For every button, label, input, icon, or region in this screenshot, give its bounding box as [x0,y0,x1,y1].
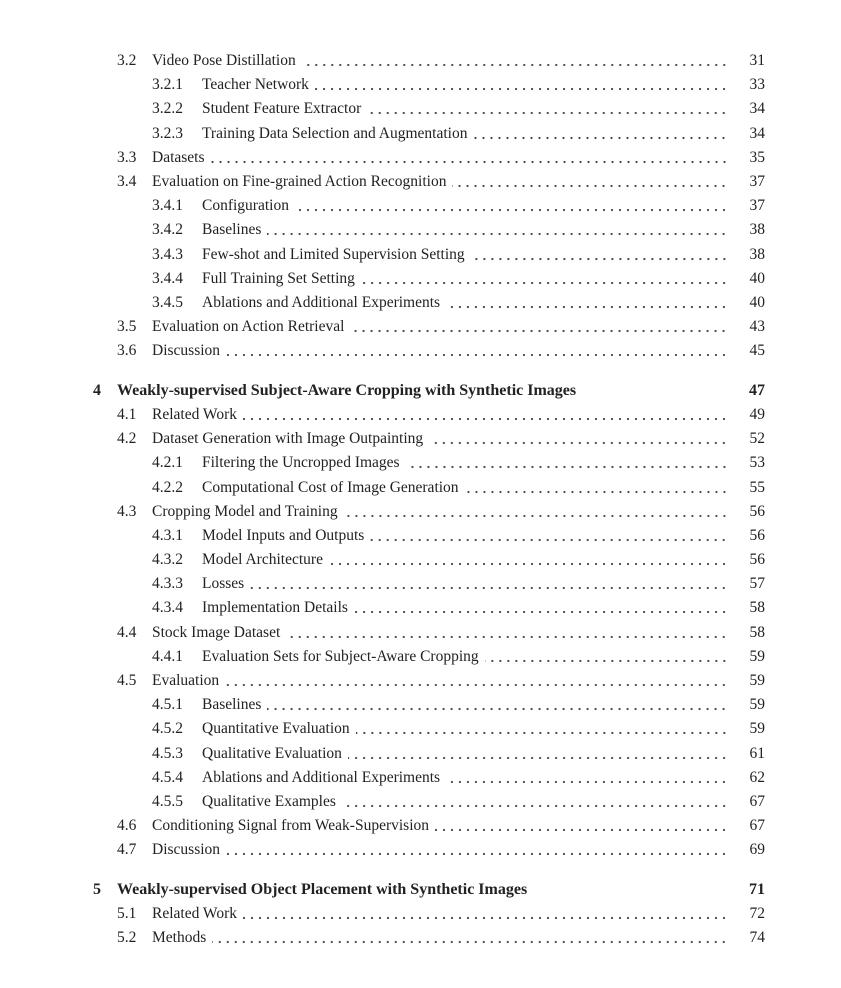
dot-leader [286,623,728,643]
dot-leader [342,792,728,812]
dot-leader [315,75,728,95]
section-title: Ablations and Additional Experiments [202,769,441,786]
toc-entry[interactable] [0,51,765,71]
section-title: Model Architecture [202,551,323,568]
page-number: 56 [749,503,765,520]
section-title: Ablations and Additional Experiments [202,294,441,311]
page-number: 45 [749,342,765,359]
section-title: Evaluation on Action Retrieval [152,318,345,335]
section-title: Video Pose Distillation [152,52,296,69]
section-title: Stock Image Dataset [152,624,281,641]
section-title: Discussion [152,342,221,359]
dot-leader [465,478,728,498]
toc-entry[interactable] [0,671,765,691]
section-title: Few-shot and Limited Supervision Setting [202,246,465,263]
dot-leader [243,405,728,425]
page-number: 57 [749,575,765,592]
dot-leader [212,928,728,948]
dot-leader [446,768,728,788]
section-title: Filtering the Uncropped Images [202,454,400,471]
toc-entry[interactable] [0,550,765,570]
toc-entry[interactable] [0,816,765,836]
toc-chapter-entry[interactable] [0,381,765,401]
dot-leader [485,647,728,667]
toc-entry[interactable] [0,623,765,643]
section-number: 4 [93,382,101,399]
section-number: 4.5.4 [152,769,183,786]
section-number: 3.2.1 [152,76,183,93]
dot-leader [250,574,728,594]
toc-entry[interactable] [0,220,765,240]
section-number: 3.6 [117,342,137,359]
section-title: Baselines [202,221,262,238]
dot-leader [473,124,728,144]
page-number: 38 [749,246,765,263]
dot-leader [361,269,728,289]
page-number: 40 [749,270,765,287]
page-number: 59 [749,648,765,665]
toc-entry[interactable] [0,99,765,119]
page-number: 59 [749,696,765,713]
dot-leader [429,429,728,449]
section-number: 3.2.3 [152,125,183,142]
section-title: Training Data Selection and Augmentation [202,125,468,142]
page-number: 38 [749,221,765,238]
section-title: Teacher Network [202,76,309,93]
page-number: 59 [749,720,765,737]
dot-leader [350,317,728,337]
page-number: 34 [749,125,765,142]
toc-entry[interactable] [0,453,765,473]
page-number: 74 [749,929,765,946]
dot-leader [471,245,728,265]
dot-leader [295,196,728,216]
dot-leader [446,293,728,313]
dot-leader [354,598,728,618]
section-number: 4.3.2 [152,551,183,568]
section-title: Discussion [152,841,221,858]
section-number: 3.4.3 [152,246,183,263]
dot-leader [267,695,728,715]
section-title: Cropping Model and Training [152,503,338,520]
toc-entry[interactable] [0,526,765,546]
toc-entry[interactable] [0,317,765,337]
section-title: Qualitative Examples [202,793,336,810]
section-number: 3.2 [117,52,137,69]
toc-entry[interactable] [0,502,765,522]
section-number: 3.3 [117,149,137,166]
section-title: Model Inputs and Outputs [202,527,365,544]
section-number: 5 [93,881,101,898]
section-title: Weakly-supervised Object Placement with Synthetic Images [117,881,528,898]
section-number: 4.4 [117,624,137,641]
dot-leader [406,453,728,473]
page-number: 59 [749,672,765,689]
toc-entry[interactable] [0,792,765,812]
page-number: 40 [749,294,765,311]
section-title: Evaluation [152,672,220,689]
page-number: 71 [749,881,765,898]
page-number: 37 [749,197,765,214]
toc-entry[interactable] [0,341,765,361]
section-number: 3.4.5 [152,294,183,311]
section-number: 4.2.1 [152,454,183,471]
dot-leader [348,744,728,764]
section-title: Student Feature Extractor [202,100,362,117]
page-number: 56 [749,527,765,544]
section-number: 4.5 [117,672,137,689]
dot-leader [302,51,728,71]
toc-entry[interactable] [0,928,765,948]
page-number: 69 [749,841,765,858]
page-number: 37 [749,173,765,190]
toc-chapter-entry[interactable] [0,880,765,900]
section-title: Related Work [152,406,237,423]
section-number: 5.1 [117,905,137,922]
section-number: 4.3.1 [152,527,183,544]
section-number: 4.4.1 [152,648,183,665]
section-number: 4.6 [117,817,137,834]
section-number: 5.2 [117,929,137,946]
section-title: Conditioning Signal from Weak-Supervision [152,817,430,834]
page-number: 33 [749,76,765,93]
page-number: 62 [749,769,765,786]
section-number: 4.1 [117,406,137,423]
section-number: 3.4.1 [152,197,183,214]
toc-entry[interactable] [0,245,765,265]
page-number: 61 [749,745,765,762]
page-number: 67 [749,793,765,810]
dot-leader [370,526,728,546]
section-number: 4.3.3 [152,575,183,592]
toc-entry[interactable] [0,598,765,618]
section-number: 4.5.3 [152,745,183,762]
section-title: Methods [152,929,207,946]
toc-entry[interactable] [0,719,765,739]
toc-entry[interactable] [0,574,765,594]
toc-entry[interactable] [0,269,765,289]
page-number: 67 [749,817,765,834]
section-number: 3.5 [117,318,137,335]
section-title: Related Work [152,905,237,922]
section-title: Weakly-supervised Subject-Aware Cropping with Synthetic Images [117,382,577,399]
toc-entry[interactable] [0,293,765,313]
dot-leader [211,148,728,168]
section-title: Evaluation on Fine-grained Action Recognition [152,173,447,190]
toc-entry[interactable] [0,429,765,449]
section-title: Implementation Details [202,599,348,616]
toc-entry[interactable] [0,768,765,788]
dot-leader [225,671,728,691]
section-number: 4.5.5 [152,793,183,810]
page-number: 72 [749,905,765,922]
page-number: 53 [749,454,765,471]
section-number: 3.4.4 [152,270,183,287]
section-number: 3.4 [117,173,137,190]
section-number: 4.2.2 [152,479,183,496]
dot-leader [367,99,728,119]
section-title: Datasets [152,149,205,166]
section-number: 4.5.1 [152,696,183,713]
toc-entry[interactable] [0,124,765,144]
section-number: 4.3 [117,503,137,520]
page-number: 49 [749,406,765,423]
toc-entry[interactable] [0,840,765,860]
page-number: 47 [749,382,765,399]
dot-leader [452,172,728,192]
dot-leader [435,816,728,836]
page-number: 52 [749,430,765,447]
dot-leader [344,502,728,522]
section-title: Quantitative Evaluation [202,720,350,737]
page-number: 58 [749,624,765,641]
page-number: 43 [749,318,765,335]
toc-entry[interactable] [0,172,765,192]
section-title: Evaluation Sets for Subject-Aware Cropping [202,648,479,665]
dot-leader [267,220,728,240]
page-number: 56 [749,551,765,568]
section-number: 3.2.2 [152,100,183,117]
section-number: 4.2 [117,430,137,447]
toc-entry[interactable] [0,405,765,425]
page-number: 58 [749,599,765,616]
toc-entry[interactable] [0,904,765,924]
page-number: 55 [749,479,765,496]
section-title: Baselines [202,696,262,713]
section-title: Losses [202,575,245,592]
toc-entry[interactable] [0,478,765,498]
toc-entry[interactable] [0,196,765,216]
toc-entry[interactable] [0,647,765,667]
toc-entry[interactable] [0,695,765,715]
toc-entry[interactable] [0,75,765,95]
dot-leader [226,840,728,860]
section-number: 4.3.4 [152,599,183,616]
section-title: Configuration [202,197,289,214]
dot-leader [226,341,728,361]
page-number: 34 [749,100,765,117]
section-number: 4.7 [117,841,137,858]
dot-leader [356,719,728,739]
dot-leader [329,550,728,570]
section-number: 3.4.2 [152,221,183,238]
section-title: Computational Cost of Image Generation [202,479,459,496]
section-number: 4.5.2 [152,720,183,737]
section-title: Dataset Generation with Image Outpainting [152,430,424,447]
toc-entry[interactable] [0,744,765,764]
section-title: Qualitative Evaluation [202,745,342,762]
section-title: Full Training Set Setting [202,270,355,287]
page-number: 31 [749,52,765,69]
page-number: 35 [749,149,765,166]
dot-leader [243,904,728,924]
toc-entry[interactable] [0,148,765,168]
